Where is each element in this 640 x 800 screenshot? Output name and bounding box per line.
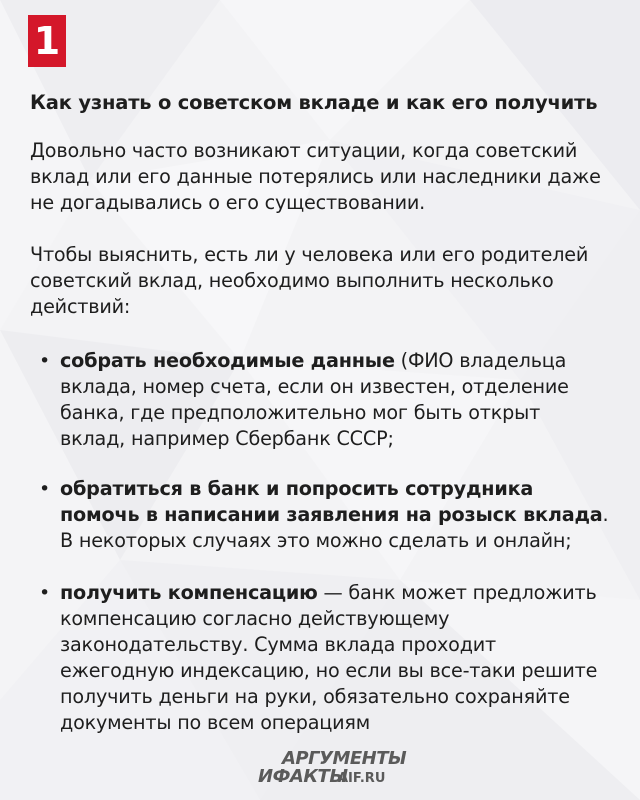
steps-list xyxy=(30,348,610,736)
aif-logo xyxy=(258,749,418,789)
logo-domain: AIF.RU xyxy=(338,771,386,786)
logo-line-2: ИФАКТЫ xyxy=(258,766,348,787)
list-item-text: — банк может предложить компенсацию согласно действующему законодательству. Сумма вклада проходит ежегодную индексацию, но если вы все-таки решите получить деньги на руки, обязательно сохраняйте документы по всем операциям xyxy=(60,581,598,734)
list-item xyxy=(30,476,610,554)
list-item-bold: получить компенсацию xyxy=(60,581,318,604)
steps-intro-paragraph: Чтобы выяснить, есть ли у человека или его родителей советский вклад, необходимо выполнить несколько действий: xyxy=(30,243,589,318)
article-title: Как узнать о советском вкладе и как его получить xyxy=(30,91,598,114)
page-number-badge: 1 xyxy=(28,15,66,67)
list-item xyxy=(30,348,610,452)
list-item-text: . В некоторых случаях это можно сделать и онлайн; xyxy=(60,503,609,552)
list-item-bold: собрать необходимые данные xyxy=(60,349,395,372)
list-item xyxy=(30,580,610,736)
logo-line-1: АРГУМЕНТЫ xyxy=(282,748,407,769)
bullet-dot: • xyxy=(39,582,51,604)
intro-paragraph: Довольно часто возникают ситуации, когда советский вклад или его данные потерялись или наследники даже не догадывались о его существовании. xyxy=(30,139,601,214)
bullet-dot: • xyxy=(39,350,51,372)
article xyxy=(30,90,610,736)
list-item-text: (ФИО владельца вклада, номер счета, если он известен, отделение банка, где предположительно мог быть открыт вклад, например Сбербанк СССР; xyxy=(60,349,569,450)
bullet-dot: • xyxy=(39,478,51,500)
list-item-bold: обратиться в банк и попросить сотрудника помочь в написании заявления на розыск вклада xyxy=(60,477,603,526)
